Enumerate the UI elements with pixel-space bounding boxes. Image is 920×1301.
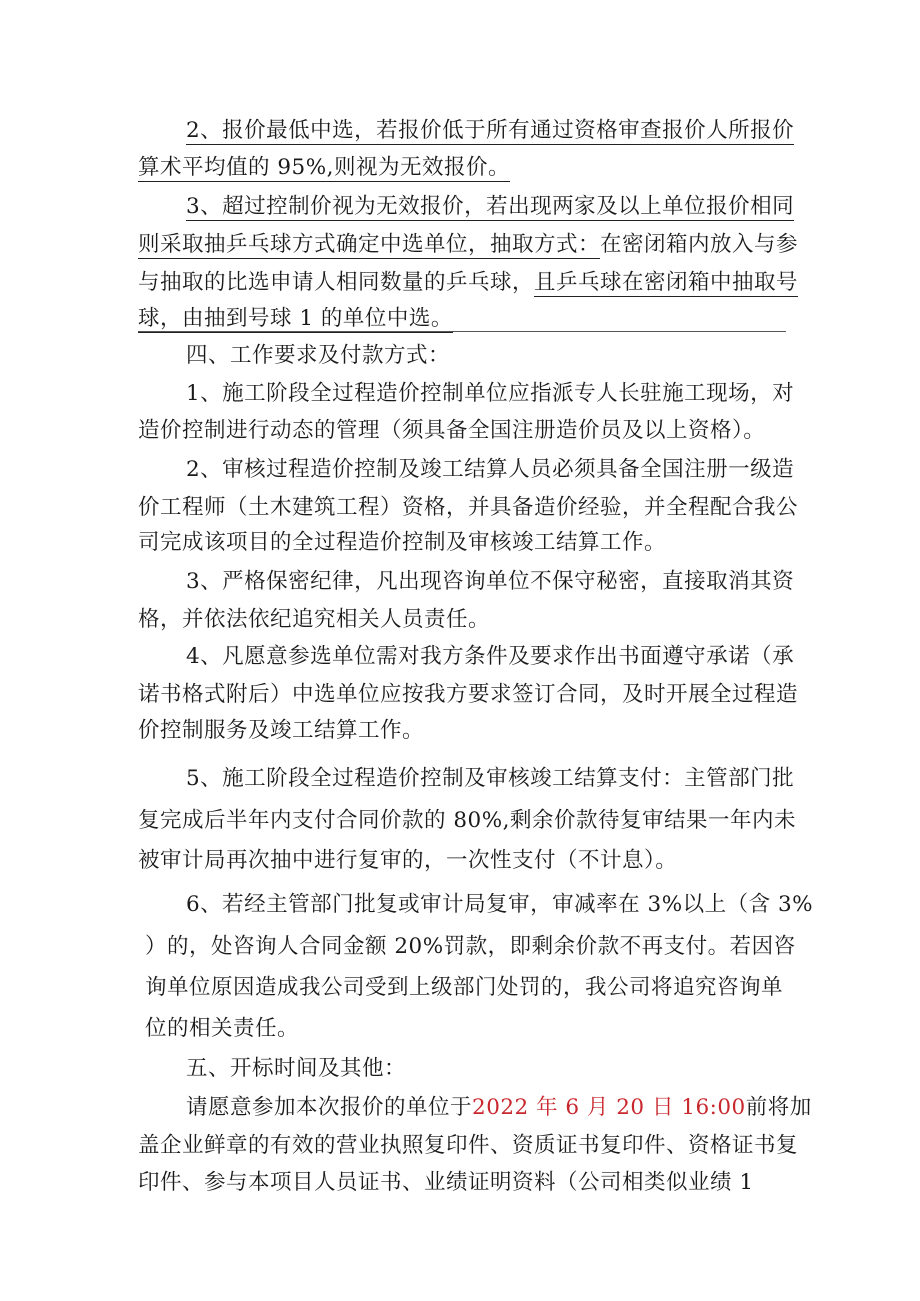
section-four-line: 5、施工阶段全过程造价控制及审核竣工结算支付：主管部门批 bbox=[186, 766, 795, 791]
section-four-line: 3、严格保密纪律，凡出现咨询单位不保守秘密，直接取消其资 bbox=[186, 569, 795, 594]
section-four-line: 位的相关责任。 bbox=[145, 1016, 300, 1041]
section-four-heading: 四、工作要求及付款方式： bbox=[186, 343, 451, 368]
section-four-line: ）的，处咨询人合同金额 20%罚款，即剩余价款不再支付。若因咨 bbox=[145, 934, 796, 959]
section-four-line: 6、若经主管部门批复或审计局复审，审减率在 3%以上（含 3% bbox=[186, 892, 814, 917]
section-four-line: 司完成该项目的全过程造价控制及审核竣工结算工作。 bbox=[138, 530, 667, 555]
section-four-line: 被审计局再次抽中进行复审的，一次性支付（不计息）。 bbox=[138, 848, 678, 873]
section-four-line: 复完成后半年内支付合同价款的 80%,剩余价款待复审结果一年内未 bbox=[138, 808, 796, 833]
item-2-line-1: 2、报价最低中选，若报价低于所有通过资格审查报价人所报价 bbox=[186, 118, 795, 143]
section-four-line: 4、凡愿意参选单位需对我方条件及要求作出书面遵守承诺（承 bbox=[186, 644, 795, 669]
section-four-line: 1、施工阶段全过程造价控制单位应指派专人长驻施工现场，对 bbox=[186, 381, 795, 406]
section-four-line: 格，并依法依纪追究相关人员责任。 bbox=[138, 607, 491, 632]
section-four-line: 价工程师（土木建筑工程）资格，并具备造价经验，并全程配合我公 bbox=[138, 495, 799, 520]
item-3-line-1: 3、超过控制价视为无效报价，若出现两家及以上单位报价相同 bbox=[186, 194, 795, 219]
horizontal-rule bbox=[138, 331, 786, 332]
section-four-line: 造价控制进行动态的管理（须具备全国注册造价员及以上资格）。 bbox=[138, 418, 766, 443]
item-3-line-3: 与抽取的比选申请人相同数量的乒乓球，且乒乓球在密闭箱中抽取号 bbox=[138, 270, 799, 295]
section-five-heading: 五、开标时间及其他： bbox=[186, 1056, 407, 1081]
deadline-date: 2022 年 6 月 20 日 16:00 bbox=[472, 1095, 746, 1120]
item-3-line-4: 球，由抽到号球 1 的单位中选。 bbox=[138, 306, 453, 331]
section-five-line-2: 盖企业鲜章的有效的营业执照复印件、资质证书复印件、资格证书复 bbox=[138, 1133, 799, 1158]
section-four-line: 价控制服务及竣工结算工作。 bbox=[138, 718, 425, 743]
item-2-line-2: 算术平均值的 95%,则视为无效报价。 bbox=[138, 155, 510, 180]
section-four-line: 诺书格式附后）中选单位应按我方要求签订合同，及时开展全过程造 bbox=[138, 682, 799, 707]
section-four-line: 询单位原因造成我公司受到上级部门处罚的，我公司将追究咨询单 bbox=[145, 975, 784, 1000]
section-four-line: 2、审核过程造价控制及竣工结算人员必须具备全国注册一级造 bbox=[186, 457, 795, 482]
section-five-line-1: 请愿意参加本次报价的单位于2022 年 6 月 20 日 16:00前将加 bbox=[186, 1095, 812, 1120]
item-3-line-2: 则采取抽乒乓球方式确定中选单位，抽取方式：在密闭箱内放入与参 bbox=[138, 232, 799, 257]
section-five-line-3: 印件、参与本项目人员证书、业绩证明资料（公司相类似业绩 1 bbox=[138, 1170, 754, 1195]
